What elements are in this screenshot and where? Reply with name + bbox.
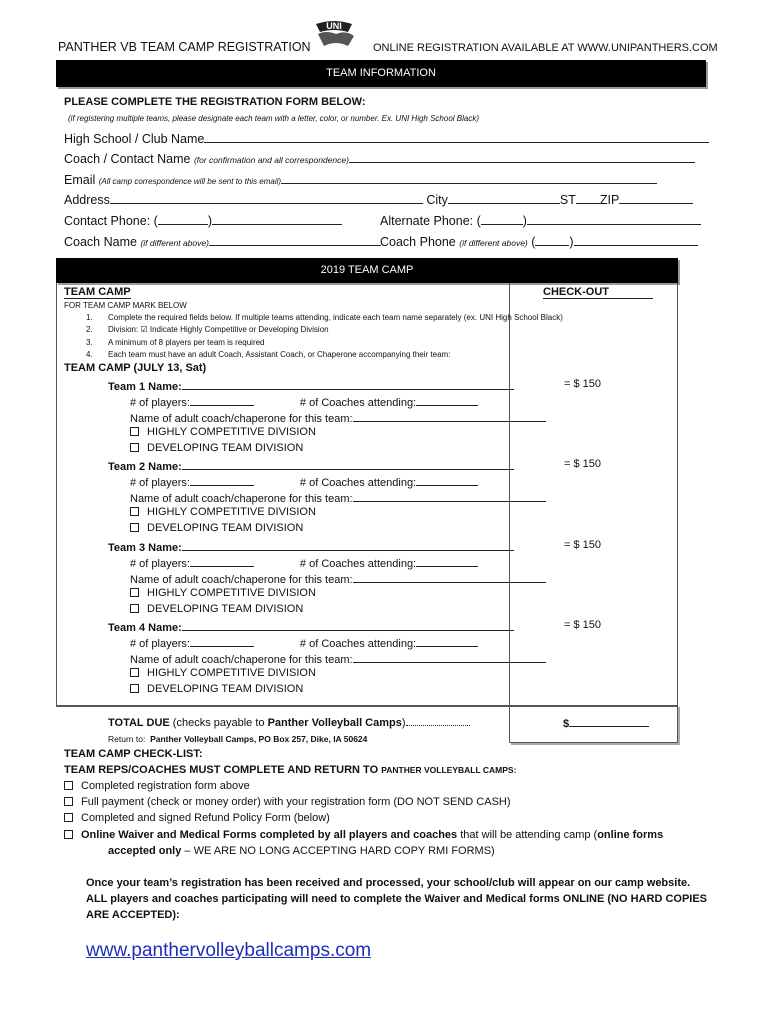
developing-label: DEVELOPING TEAM DIVISION (147, 522, 304, 534)
team-name-label: Team 1 Name: (108, 381, 182, 393)
checklist-item-4-line2: – WE ARE NO LONG ACCEPTING HARD COPY RMI FORMS) (181, 845, 495, 857)
camp-website-link[interactable]: www.panthervolleyballcamps.com (86, 940, 372, 961)
contact-phone-area-field[interactable] (158, 213, 208, 225)
instruction-3 (86, 338, 265, 347)
address-row (64, 192, 693, 207)
coach-name-note: (if different above) (140, 238, 209, 248)
highly-competitive-label: HIGHLY COMPETITIVE DIVISION (147, 587, 316, 599)
checklist-subheading (64, 764, 516, 776)
address-field[interactable] (110, 192, 423, 204)
checklist-item-3 (64, 812, 330, 824)
coaches-field[interactable] (416, 555, 478, 567)
footer-paragraph-3: ARE ACCEPTED): (86, 909, 180, 921)
checklist-item-4-rest: that will be attending camp ( (457, 829, 598, 841)
team-3-price: = $ 150 (564, 539, 602, 551)
email-label: Email (64, 173, 96, 187)
zip-label: ZIP (599, 193, 620, 207)
team-name-field[interactable] (182, 539, 514, 551)
alternate-phone-paren: ) (522, 214, 527, 228)
coach-note: (for confirmation and all correspondence) (193, 155, 349, 165)
total-due-row (108, 715, 470, 729)
checklist-checkbox[interactable] (64, 830, 73, 839)
return-to-label: Return to: (108, 734, 146, 744)
players-label: # of players: (130, 638, 190, 650)
coaches-label: # of Coaches attending: (299, 477, 417, 489)
highly-competitive-checkbox[interactable] (130, 427, 139, 436)
checkout-heading: CHECK-OUT (543, 286, 653, 299)
camp-date-heading: TEAM CAMP (JULY 13, Sat) (64, 362, 207, 374)
email-field[interactable] (281, 172, 657, 184)
team-4-block (108, 619, 508, 699)
coach-phone-area-field[interactable] (535, 234, 569, 246)
chaperone-label: Name of adult coach/chaperone for this team: (130, 413, 353, 425)
players-field[interactable] (190, 635, 254, 647)
alternate-phone-row (380, 213, 701, 228)
total-amount-field[interactable] (569, 715, 649, 727)
contact-phone-paren: ) (207, 214, 212, 228)
high-school-field[interactable] (204, 131, 709, 143)
checklist-item-4-bold2: online forms (597, 829, 664, 841)
coach-phone-label: Coach Phone (380, 235, 456, 249)
developing-checkbox[interactable] (130, 443, 139, 452)
players-label: # of players: (130, 397, 190, 409)
team-information-label: TEAM INFORMATION (326, 67, 436, 79)
instruction-1 (86, 313, 563, 322)
team-2-block (108, 458, 508, 538)
checklist-subheading-recipient: PANTHER VOLLEYBALL CAMPS: (381, 765, 517, 775)
checklist-item-2 (64, 796, 511, 808)
highly-competitive-checkbox[interactable] (130, 507, 139, 516)
coaches-label: # of Coaches attending: (299, 397, 417, 409)
chaperone-field[interactable] (353, 490, 546, 502)
total-due-divider (57, 705, 509, 706)
instruction-number: 3. (86, 338, 93, 347)
checklist-heading: TEAM CAMP CHECK-LIST: (64, 748, 203, 760)
instruction-text: A minimum of 8 players per team is required (108, 338, 265, 347)
footer-paragraph-1: Once your team’s registration has been received and processed, your school/club will appear on our camp website. (86, 877, 691, 889)
coach-phone-paren-close: ) (569, 235, 574, 249)
team-1-price: = $ 150 (564, 378, 602, 390)
team-name-label: Team 4 Name: (108, 622, 182, 634)
players-field[interactable] (190, 474, 254, 486)
instruction-number: 4. (86, 350, 93, 359)
checklist-item-4 (64, 829, 663, 841)
checklist-checkbox[interactable] (64, 797, 73, 806)
developing-label: DEVELOPING TEAM DIVISION (147, 442, 304, 454)
team-name-field[interactable] (182, 458, 514, 470)
alternate-phone-area-field[interactable] (481, 213, 523, 225)
instruction-number: 2. (86, 325, 93, 334)
chaperone-label: Name of adult coach/chaperone for this team: (130, 574, 353, 586)
players-label: # of players: (130, 558, 190, 570)
coaches-field[interactable] (416, 474, 478, 486)
players-label: # of players: (130, 477, 190, 489)
team-camp-heading: TEAM CAMP (64, 286, 131, 298)
developing-label: DEVELOPING TEAM DIVISION (147, 683, 304, 695)
form-title: PANTHER VB TEAM CAMP REGISTRATION (58, 40, 311, 54)
developing-checkbox[interactable] (130, 523, 139, 532)
instruction-text: Division: ☑ Indicate Highly Competitive or Developing Division (108, 325, 329, 334)
high-school-label: High School / Club Name (64, 132, 205, 146)
checklist-item-4-bold: Online Waiver and Medical Forms completed by all players and coaches (81, 829, 458, 841)
state-field[interactable] (576, 192, 600, 204)
total-dollar-sign: $ (563, 718, 570, 730)
logo-text: UNI (326, 21, 342, 31)
coaches-label: # of Coaches attending: (299, 638, 417, 650)
coaches-field[interactable] (416, 635, 478, 647)
highly-competitive-checkbox[interactable] (130, 588, 139, 597)
email-row (64, 172, 657, 187)
checklist-item-text: Completed registration form above (81, 780, 250, 792)
team-camp-bar-label: 2019 TEAM CAMP (320, 264, 414, 276)
highly-competitive-label: HIGHLY COMPETITIVE DIVISION (147, 506, 316, 518)
coaches-label: # of Coaches attending: (299, 558, 417, 570)
return-to-row (108, 734, 367, 744)
checklist-item-text: Full payment (check or money order) with your registration form (DO NOT SEND CASH) (81, 796, 511, 808)
zip-field[interactable] (619, 192, 693, 204)
team-4-price: = $ 150 (564, 619, 602, 631)
multiple-teams-note: (if registering multiple teams, please designate each team with a letter, color, or number. Ex. UNI High School Black) (68, 114, 480, 123)
online-registration-note: ONLINE REGISTRATION AVAILABLE AT WWW.UNIPANTHERS.COM (373, 42, 718, 54)
coach-label: Coach / Contact Name (64, 152, 191, 166)
alternate-phone-field[interactable] (527, 213, 701, 225)
total-due-label: TOTAL DUE (108, 717, 170, 729)
total-due-note: (checks payable to (172, 717, 265, 729)
checklist-subheading-text: TEAM REPS/COACHES MUST COMPLETE AND RETURN TO (64, 764, 379, 776)
team-information-bar (56, 60, 706, 87)
team-1-block (108, 378, 508, 458)
developing-checkbox[interactable] (130, 684, 139, 693)
mark-below-note: FOR TEAM CAMP MARK BELOW (64, 301, 187, 310)
coach-name-row (64, 234, 381, 249)
total-dollar-row (563, 715, 649, 730)
coach-phone-paren-open: ( (531, 235, 536, 249)
coach-phone-row (380, 234, 698, 249)
coaches-field[interactable] (416, 394, 478, 406)
payee-name: Panther Volleyball Camps (267, 717, 402, 729)
chaperone-label: Name of adult coach/chaperone for this team: (130, 493, 353, 505)
checklist-checkbox[interactable] (64, 781, 73, 790)
players-field[interactable] (190, 555, 254, 567)
coach-phone-note: (if different above) (459, 238, 528, 248)
checklist-item-1 (64, 780, 250, 792)
coach-row (64, 151, 695, 166)
return-address: Panther Volleyball Camps, PO Box 257, Dike, IA 50624 (150, 734, 368, 744)
instruction-text: Each team must have an adult Coach, Assistant Coach, or Chaperone accompanying their team: (108, 350, 451, 359)
state-label: ST (559, 193, 576, 207)
highly-competitive-label: HIGHLY COMPETITIVE DIVISION (147, 426, 316, 438)
uni-logo (312, 18, 356, 48)
team-name-field[interactable] (182, 619, 514, 631)
chaperone-label: Name of adult coach/chaperone for this team: (130, 654, 353, 666)
footer-paragraph-2: ALL players and coaches participating will need to complete the Waiver and Medical forms ONLINE (NO HARD COPIES (86, 893, 708, 905)
players-field[interactable] (190, 394, 254, 406)
checklist-checkbox[interactable] (64, 813, 73, 822)
contact-phone-field[interactable] (212, 213, 342, 225)
chaperone-field[interactable] (353, 410, 546, 422)
city-field[interactable] (448, 192, 560, 204)
accepted-only: accepted only (108, 845, 182, 857)
developing-label: DEVELOPING TEAM DIVISION (147, 603, 304, 615)
team-camp-bar (56, 258, 678, 283)
team-3-block (108, 539, 508, 619)
coach-field[interactable] (349, 151, 695, 163)
highly-competitive-label: HIGHLY COMPETITIVE DIVISION (147, 667, 316, 679)
instruction-text: Complete the required fields below. If multiple teams attending, indicate each team name separately (ex. UNI High School Black) (108, 313, 563, 322)
high-school-row (64, 131, 709, 146)
coach-phone-field[interactable] (574, 234, 698, 246)
address-label: Address (64, 193, 110, 207)
developing-checkbox[interactable] (130, 604, 139, 613)
team-name-field[interactable] (182, 378, 514, 390)
team-name-label: Team 3 Name: (108, 542, 182, 554)
contact-phone-label: Contact Phone: ( (64, 214, 158, 228)
checklist-item-text: Completed and signed Refund Policy Form (below) (81, 812, 330, 824)
city-label: City (426, 193, 448, 207)
instruction-4 (86, 350, 450, 359)
instruction-number: 1. (86, 313, 93, 322)
form-instruction-heading: PLEASE COMPLETE THE REGISTRATION FORM BELOW: (64, 96, 366, 108)
contact-phone-row (64, 213, 342, 228)
checklist-item-4-continued (108, 845, 495, 857)
total-due-close: ) (401, 717, 406, 729)
coach-name-label: Coach Name (64, 235, 137, 249)
instruction-2 (86, 325, 329, 334)
chaperone-field[interactable] (353, 651, 546, 663)
highly-competitive-checkbox[interactable] (130, 668, 139, 677)
email-note: (All camp correspondence will be sent to this email) (98, 177, 282, 186)
team-2-price: = $ 150 (564, 458, 602, 470)
alternate-phone-label: Alternate Phone: ( (380, 214, 481, 228)
chaperone-field[interactable] (353, 571, 546, 583)
team-name-label: Team 2 Name: (108, 461, 182, 473)
coach-name-field[interactable] (209, 234, 381, 246)
